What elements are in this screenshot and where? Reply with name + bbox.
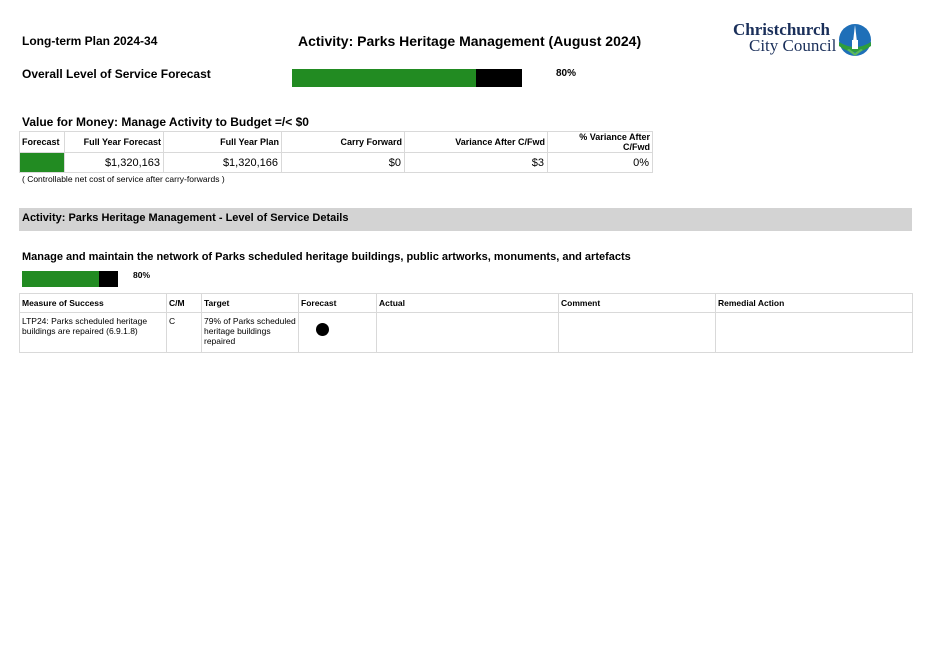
vfm-variance: $3	[405, 153, 548, 173]
los-table	[19, 293, 913, 353]
los-cm-cell: C	[167, 313, 202, 353]
vfm-table	[19, 131, 653, 173]
activity-title: Activity: Parks Heritage Management (August 2024)	[298, 33, 642, 49]
section-band	[19, 208, 912, 231]
overall-los-bar-fill	[292, 69, 476, 87]
los-comment-cell	[559, 313, 716, 353]
vfm-pct-variance: 0%	[548, 153, 653, 173]
los-col-target: Target	[202, 294, 299, 313]
vfm-col-carry-forward: Carry Forward	[282, 132, 405, 153]
los-col-comment: Comment	[559, 294, 716, 313]
vfm-col-full-year-plan: Full Year Plan	[164, 132, 282, 153]
vfm-col-full-year-forecast: Full Year Forecast	[65, 132, 164, 153]
section-title: Activity: Parks Heritage Management - Level of Service Details	[22, 212, 349, 224]
overall-los-label: Overall Level of Service Forecast	[22, 67, 211, 81]
vfm-title: Value for Money: Manage Activity to Budget =/< $0	[22, 115, 309, 129]
plan-title: Long-term Plan 2024-34	[22, 34, 158, 48]
vfm-forecast-swatch	[20, 153, 65, 173]
vfm-carry-forward: $0	[282, 153, 405, 173]
vfm-header-row	[20, 132, 653, 153]
cathedral-logo-icon	[837, 22, 873, 58]
los-actual-cell	[377, 313, 559, 353]
overall-los-percent: 80%	[556, 68, 577, 79]
overall-los-bar	[292, 69, 522, 87]
service-los-bar-fill	[22, 271, 99, 287]
los-header-row	[20, 294, 913, 313]
forecast-status-dot-icon	[316, 323, 329, 336]
los-col-remedial: Remedial Action	[716, 294, 913, 313]
vfm-col-forecast: Forecast	[20, 132, 65, 153]
vfm-full-year-plan: $1,320,166	[164, 153, 282, 173]
los-forecast-cell	[299, 313, 377, 353]
logo-line1: Christchurch	[733, 20, 830, 39]
logo-line2: City Council	[749, 36, 837, 55]
vfm-note: ( Controllable net cost of service after carry-forwards )	[22, 174, 225, 184]
los-col-cm: C/M	[167, 294, 202, 313]
los-col-actual: Actual	[377, 294, 559, 313]
vfm-col-variance: Variance After C/Fwd	[405, 132, 548, 153]
los-remedial-cell	[716, 313, 913, 353]
vfm-full-year-forecast: $1,320,163	[65, 153, 164, 173]
vfm-col-pct-variance: % Variance After C/Fwd	[548, 132, 653, 153]
vfm-data-row	[20, 153, 653, 173]
los-target-cell: 79% of Parks scheduled heritage buildings repaired	[202, 313, 299, 353]
service-title: Manage and maintain the network of Parks scheduled heritage buildings, public artworks, monuments, and artefacts	[22, 251, 631, 263]
service-los-bar	[22, 271, 118, 287]
los-measure-cell: LTP24: Parks scheduled heritage buildings are repaired (6.9.1.8)	[20, 313, 167, 353]
los-col-measure: Measure of Success	[20, 294, 167, 313]
council-logo	[733, 22, 873, 58]
table-row	[20, 313, 913, 353]
los-col-forecast: Forecast	[299, 294, 377, 313]
service-los-percent: 80%	[133, 270, 151, 280]
